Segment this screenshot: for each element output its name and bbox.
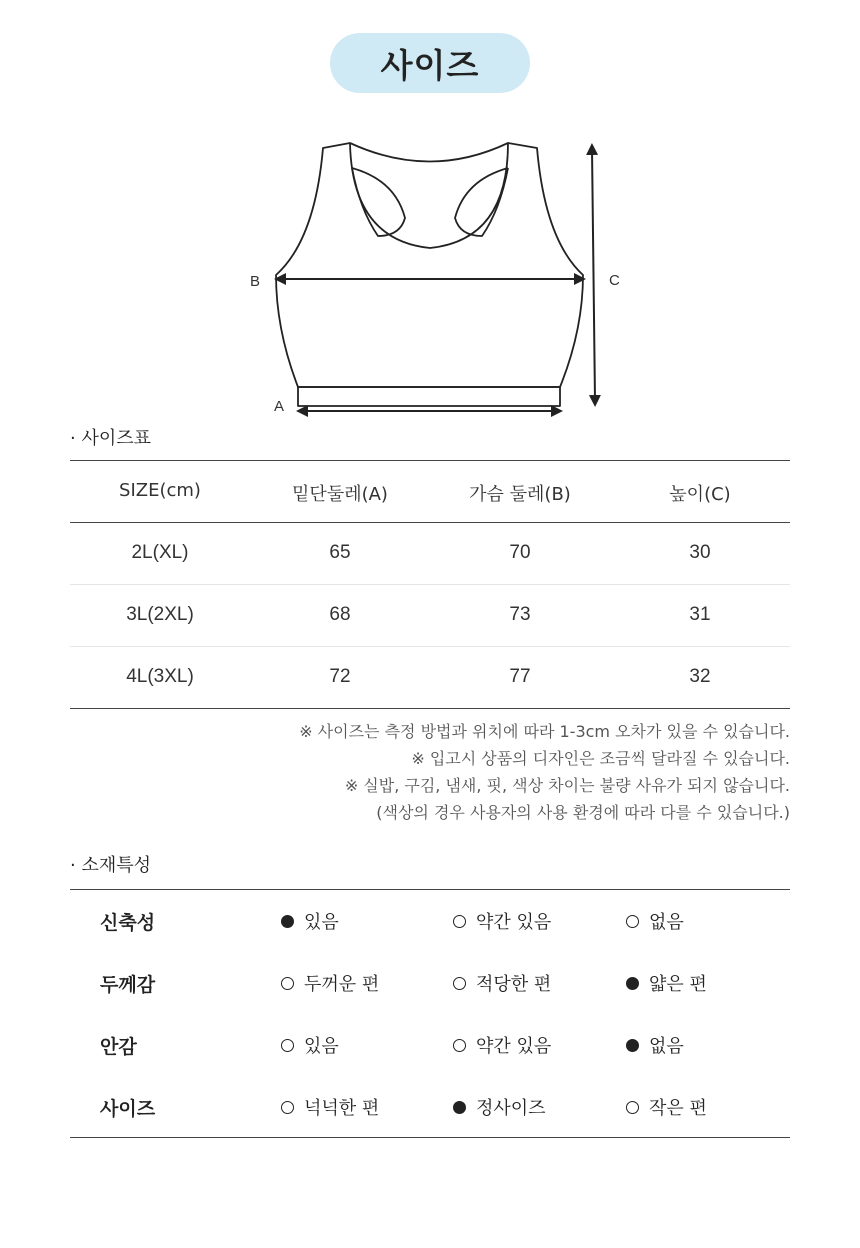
table-cell: 77 [509,666,531,687]
note-line: ※ 실밥, 구김, 냄새, 핏, 색상 차이는 불량 사유가 되지 않습니다. [344,776,790,795]
arrow-c [592,149,595,401]
hem-band [298,387,560,406]
option-stretch-none: 없음 [626,908,684,934]
attr-stretch: 신축성 [100,912,156,934]
col-header-height: 높이(C) [669,484,731,505]
table-cell: 72 [329,666,351,687]
table-cell: 4L(3XL) [126,666,194,687]
option-fit-regular: 정사이즈 [453,1094,546,1120]
radio-empty-icon [626,1101,639,1114]
radio-filled-icon [281,915,294,928]
table-cell: 3L(2XL) [126,604,194,625]
note-line: (색상의 경우 사용자의 사용 환경에 따라 다를 수 있습니다.) [376,803,790,822]
table-cell: 31 [689,604,711,625]
table-cell: 70 [509,542,531,563]
radio-empty-icon [626,915,639,928]
option-lining-yes: 있음 [281,1032,339,1058]
note-line: ※ 입고시 상품의 디자인은 조금씩 달라질 수 있습니다. [411,749,790,768]
attr-thickness: 두께감 [100,974,156,996]
option-stretch-yes: 있음 [281,908,339,934]
sports-bra-diagram [0,0,860,430]
col-header-hem: 밑단둘레(A) [292,484,388,505]
note-line: ※ 사이즈는 측정 방법과 위치에 따라 1-3cm 오차가 있을 수 있습니다. [299,722,790,741]
radio-filled-icon [626,977,639,990]
table-top-rule [70,460,790,461]
row-divider [70,584,790,585]
radio-filled-icon [453,1101,466,1114]
size-table-heading: · 사이즈표 [70,428,151,449]
table-cell: 32 [689,666,711,687]
col-header-size: SIZE(cm) [119,480,201,501]
table-cell: 73 [509,604,531,625]
label-c: C [609,272,620,289]
page-title: 사이즈 [330,33,530,93]
option-thickness-medium: 적당한 편 [453,970,551,996]
radio-empty-icon [281,1101,294,1114]
radio-empty-icon [453,1039,466,1052]
radio-empty-icon [453,977,466,990]
label-a: A [274,398,285,415]
option-thickness-thick: 두꺼운 편 [281,970,379,996]
table-cell: 30 [689,542,711,563]
radio-empty-icon [453,915,466,928]
table-cell: 65 [329,542,351,563]
table-bottom-rule [70,708,790,709]
material-heading: · 소재특성 [70,855,151,876]
material-bottom-rule [70,1137,790,1138]
label-b: B [250,273,261,290]
option-lining-slight: 약간 있음 [453,1032,551,1058]
radio-empty-icon [281,1039,294,1052]
garment-outline [276,143,583,387]
option-thickness-thin: 얇은 편 [626,970,707,996]
table-cell: 2L(XL) [131,542,189,563]
radio-filled-icon [626,1039,639,1052]
table-cell: 68 [329,604,351,625]
radio-empty-icon [281,977,294,990]
option-stretch-slight: 약간 있음 [453,908,551,934]
table-header-rule [70,522,790,523]
size-notes [299,718,790,826]
material-top-rule [70,889,790,890]
option-fit-loose: 넉넉한 편 [281,1094,379,1120]
col-header-chest: 가슴 둘레(B) [469,484,571,505]
option-lining-none: 없음 [626,1032,684,1058]
row-divider [70,646,790,647]
attr-fit: 사이즈 [100,1098,156,1120]
attr-lining: 안감 [100,1036,137,1058]
option-fit-small: 작은 편 [626,1094,707,1120]
